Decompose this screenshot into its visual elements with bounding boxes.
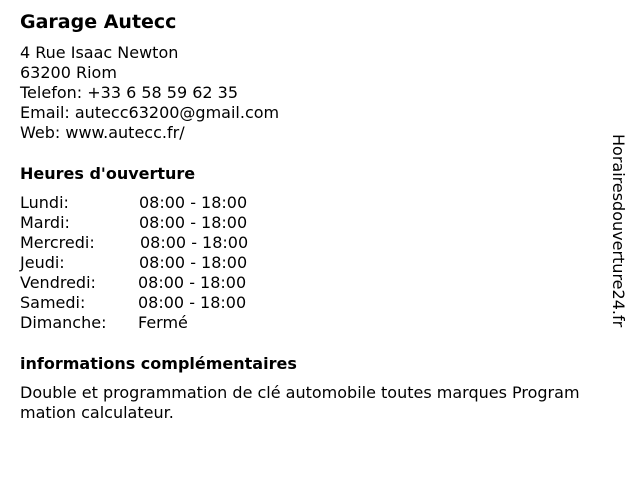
day-label: Vendredi: [20, 273, 96, 292]
time-value: 08:00 - 18:00 [138, 293, 247, 312]
city-address: 63200 Riom [20, 63, 117, 82]
email-address[interactable]: Email: autecc63200@gmail.com [20, 103, 280, 122]
time-value: 08:00 - 18:00 [139, 193, 248, 212]
phone-number[interactable]: Telefon: +33 6 58 59 62 35 [20, 83, 239, 102]
additional-info-heading: informations complémentaires [20, 354, 297, 373]
day-label: Mardi: [20, 213, 70, 232]
opening-hours-heading: Heures d'ouverture [20, 164, 196, 183]
day-label: Dimanche: [20, 313, 107, 332]
time-value: Fermé [138, 313, 188, 332]
day-label: Mercredi: [20, 233, 95, 252]
time-value: 08:00 - 18:00 [139, 213, 248, 232]
additional-info-line: mation calculateur. [20, 403, 174, 422]
additional-info-line: Double et programmation de clé automobile toutes marques Program [20, 383, 580, 402]
business-name: Garage Autecc [20, 11, 177, 33]
time-value: 08:00 - 18:00 [139, 253, 248, 272]
time-value: 08:00 - 18:00 [140, 233, 249, 252]
day-label: Lundi: [20, 193, 69, 212]
day-label: Jeudi: [20, 253, 65, 272]
website-link[interactable]: Web: www.autecc.fr/ [20, 123, 185, 142]
day-label: Samedi: [20, 293, 86, 312]
site-watermark: Horairesdouverture24.fr [609, 134, 628, 328]
contact-block [20, 43, 279, 143]
time-value: 08:00 - 18:00 [138, 273, 247, 292]
street-address: 4 Rue Isaac Newton [20, 43, 179, 62]
additional-info-text [20, 383, 630, 423]
